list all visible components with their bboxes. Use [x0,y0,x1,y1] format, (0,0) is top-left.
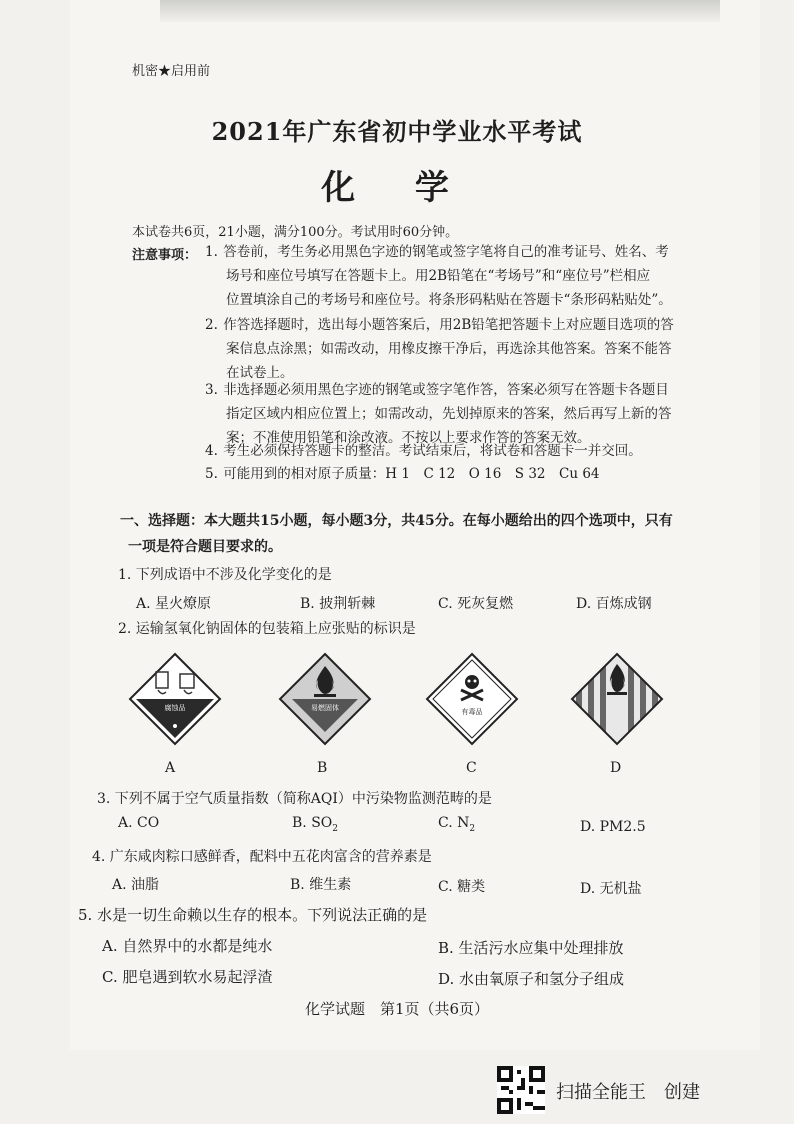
q5-option-a: A. 自然界中的水都是纯水 [102,937,273,955]
q4-option-b: B. 维生素 [290,877,352,893]
q3-option-d: D. PM2.5 [580,819,646,835]
sign-label-d: D [610,760,622,776]
q4-option-d: D. 无机盐 [580,881,642,897]
q1-option-b: B. 披荆斩棘 [300,596,376,612]
sign-label-b: B [317,760,328,776]
note-line: 指定区域内相应位置上；如需改动，先划掉原来的答案，然后再写上新的答 [226,406,672,422]
toxic-sign [425,652,519,746]
q4-option-a: A. 油脂 [112,877,160,893]
q1-option-d: D. 百炼成钢 [576,596,652,612]
q3-option-b [292,815,338,834]
note-line: 可能用到的相对原子质量：H 1 C 12 O 16 S 32 Cu 64 [223,466,600,482]
subscript: 2 [469,823,476,834]
page-footer: 化学试题 第1页（共6页） [304,1000,490,1018]
note-line: 答卷前，考生务必用黑色字迹的钢笔或签字笔将自己的准考证号、姓名、考 [223,244,669,260]
question-1-stem: 1. 下列成语中不涉及化学变化的是 [118,567,332,583]
note-number: 2. [205,317,218,333]
note-number: 1. [205,244,218,260]
option-text: B. SO [292,815,333,831]
note-number: 5. [205,466,218,482]
confidential-mark: 机密★启用前 [132,64,211,79]
option-text: C. N [438,815,470,831]
question-4-stem: 4. 广东咸肉粽口感鲜香，配料中五花肉富含的营养素是 [92,849,432,865]
note-number: 3. [205,382,218,398]
sign-text: 腐蚀品 [164,704,186,712]
q3-option-c [438,815,475,834]
subject-title: 化 学 [321,168,473,208]
q5-option-c: C. 肥皂遇到软水易起浮渣 [102,968,273,986]
note-2 [205,313,735,385]
sign-label-a: A [165,760,176,776]
subscript: 2 [332,823,338,834]
note-5 [205,462,735,486]
section-line: 一项是符合题目要求的。 [128,539,282,555]
note-line: 场号和座位号填写在答题卡上。用2B铅笔在“考场号”和“座位号”栏相应 [226,268,651,284]
scanner-watermark: 扫描全能王 创建 [556,1082,700,1103]
q4-option-c: C. 糖类 [438,879,486,895]
q1-option-c: C. 死灰复燃 [438,596,514,612]
exam-intro: 本试卷共6页，21小题，满分100分。考试用时60分钟。 [132,225,459,240]
corrosive-sign [128,652,222,746]
spontaneous-combustion-sign [570,652,664,746]
section-line: 一、选择题：本大题共15小题，每小题3分，共45分。在每小题给出的四个选项中，只有 [120,513,673,529]
qr-code-icon [497,1066,545,1114]
note-line: 非选择题必须用黑色字迹的钢笔或签字笔作答，答案必须写在答题卡各题目 [223,382,669,398]
question-5-stem: 5. 水是一切生命赖以生存的根本。下列说法正确的是 [78,906,428,924]
notes-label: 注意事项： [132,248,198,263]
note-line: 在试卷上。 [226,365,294,381]
question-2-stem: 2. 运输氢氧化钠固体的包装箱上应张贴的标识是 [118,621,416,637]
flammable-solid-sign [278,652,372,746]
section-heading [120,508,740,560]
sign-label-c: C [466,760,477,776]
note-line: 案信息点涂黑；如需改动，用橡皮擦干净后，再选涂其他答案。答案不能答 [226,341,672,357]
note-line: 作答选择题时，选出每小题答案后，用2B铅笔把答题卡上对应题目选项的答 [223,317,674,333]
exam-title: 2021年广东省初中学业水平考试 [211,117,583,146]
note-number: 4. [205,443,218,459]
note-line: 位置填涂自己的考场号和座位号。将条形码粘贴在答题卡“条形码粘贴处”。 [226,292,672,308]
q3-option-a: A. CO [118,815,160,831]
sign-text: 易燃固体 [311,704,339,712]
sign-text: 有毒品 [461,708,483,716]
q1-option-a: A. 星火燎原 [136,596,212,612]
note-1 [205,240,735,312]
scan-shadow [160,0,720,22]
q5-option-b: B. 生活污水应集中处理排放 [438,939,624,957]
question-3-stem: 3. 下列不属于空气质量指数（简称AQI）中污染物监测范畴的是 [97,791,492,807]
note-line: 案；不准使用铅笔和涂改液。不按以上要求作答的答案无效。 [226,430,591,446]
note-4 [205,439,735,463]
q5-option-d: D. 水由氧原子和氢分子组成 [438,970,625,988]
note-line: 考生必须保持答题卡的整洁。考试结束后，将试卷和答题卡一并交回。 [223,443,642,459]
